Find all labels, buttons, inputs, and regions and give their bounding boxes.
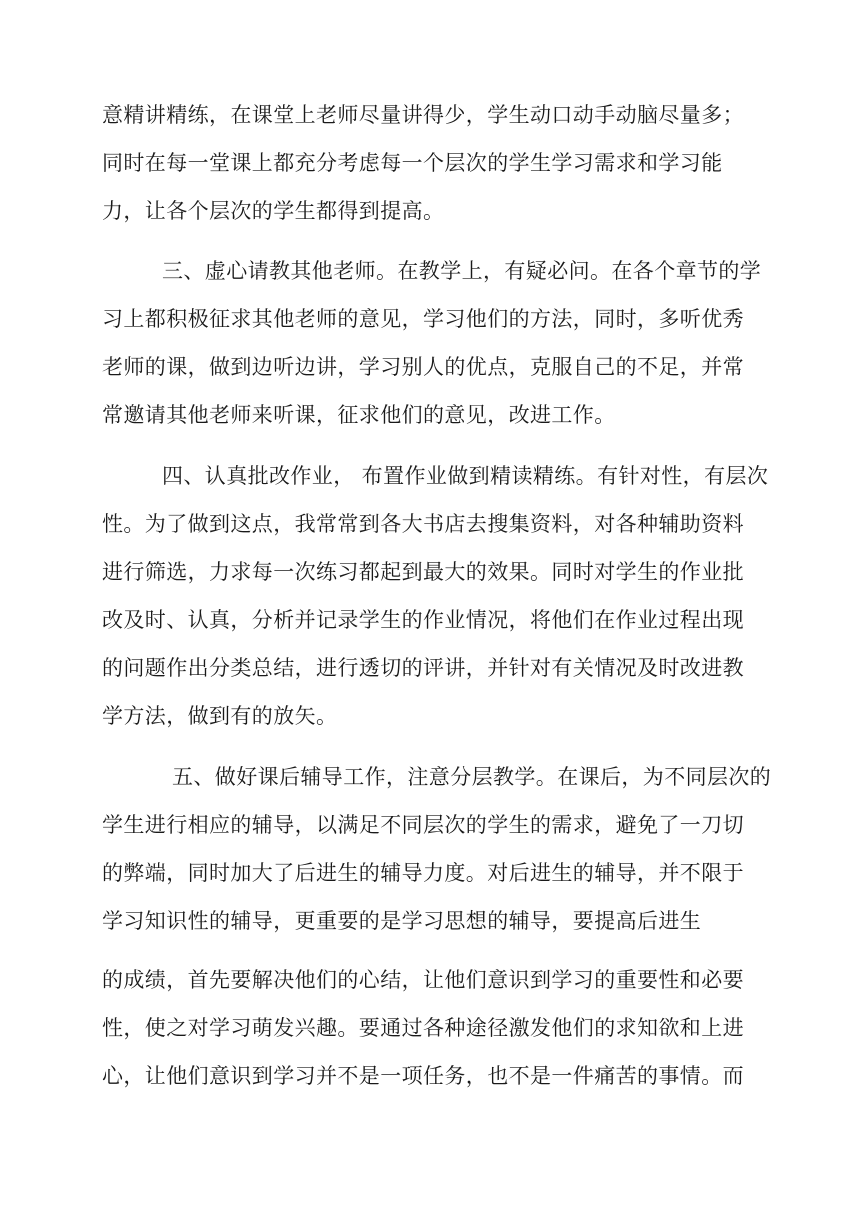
text-line: 五、做好课后辅导工作，注意分层教学。在课后，为不同层次的 bbox=[172, 765, 772, 789]
text-line: 的成绩，首先要解决他们的心结，让他们意识到学习的重要性和必要 bbox=[102, 968, 744, 992]
text-line: 常邀请其他老师来听课，征求他们的意见，改进工作。 bbox=[102, 403, 616, 427]
text-line: 学生进行相应的辅导，以满足不同层次的学生的需求，避免了一刀切 bbox=[102, 813, 744, 837]
text-line: 意精讲精练，在课堂上老师尽量讲得少，学生动口动手动脑尽量多； bbox=[102, 103, 744, 127]
text-line: 性。为了做到这点，我常常到各大书店去搜集资料，对各种辅助资料 bbox=[102, 512, 744, 536]
text-line: 力，让各个层次的学生都得到提高。 bbox=[102, 199, 445, 223]
text-line: 四、认真批改作业， 布置作业做到精读精练。有针对性，有层次 bbox=[162, 464, 769, 488]
text-line: 进行筛选，力求每一次练习都起到最大的效果。同时对学生的作业批 bbox=[102, 560, 744, 584]
text-line: 心，让他们意识到学习并不是一项任务，也不是一件痛苦的事情。而 bbox=[102, 1064, 744, 1088]
text-line: 学习知识性的辅导，更重要的是学习思想的辅导，要提高后进生 bbox=[102, 909, 702, 933]
text-line: 三、虚心请教其他老师。在教学上，有疑必问。在各个章节的学 bbox=[162, 259, 762, 283]
text-line: 性，使之对学习萌发兴趣。要通过各种途径激发他们的求知欲和上进 bbox=[102, 1016, 744, 1040]
text-line: 的问题作出分类总结，进行透切的评讲，并针对有关情况及时改进教 bbox=[102, 656, 744, 680]
text-line: 的弊端，同时加大了后进生的辅导力度。对后进生的辅导，并不限于 bbox=[102, 861, 744, 885]
text-line: 改及时、认真，分析并记录学生的作业情况，将他们在作业过程出现 bbox=[102, 608, 744, 632]
text-line: 习上都积极征求其他老师的意见，学习他们的方法，同时，多听优秀 bbox=[102, 307, 744, 331]
text-line: 老师的课，做到边听边讲，学习别人的优点，克服自己的不足，并常 bbox=[102, 355, 744, 379]
text-line: 同时在每一堂课上都充分考虑每一个层次的学生学习需求和学习能 bbox=[102, 151, 723, 175]
text-line: 学方法，做到有的放矢。 bbox=[102, 704, 338, 728]
